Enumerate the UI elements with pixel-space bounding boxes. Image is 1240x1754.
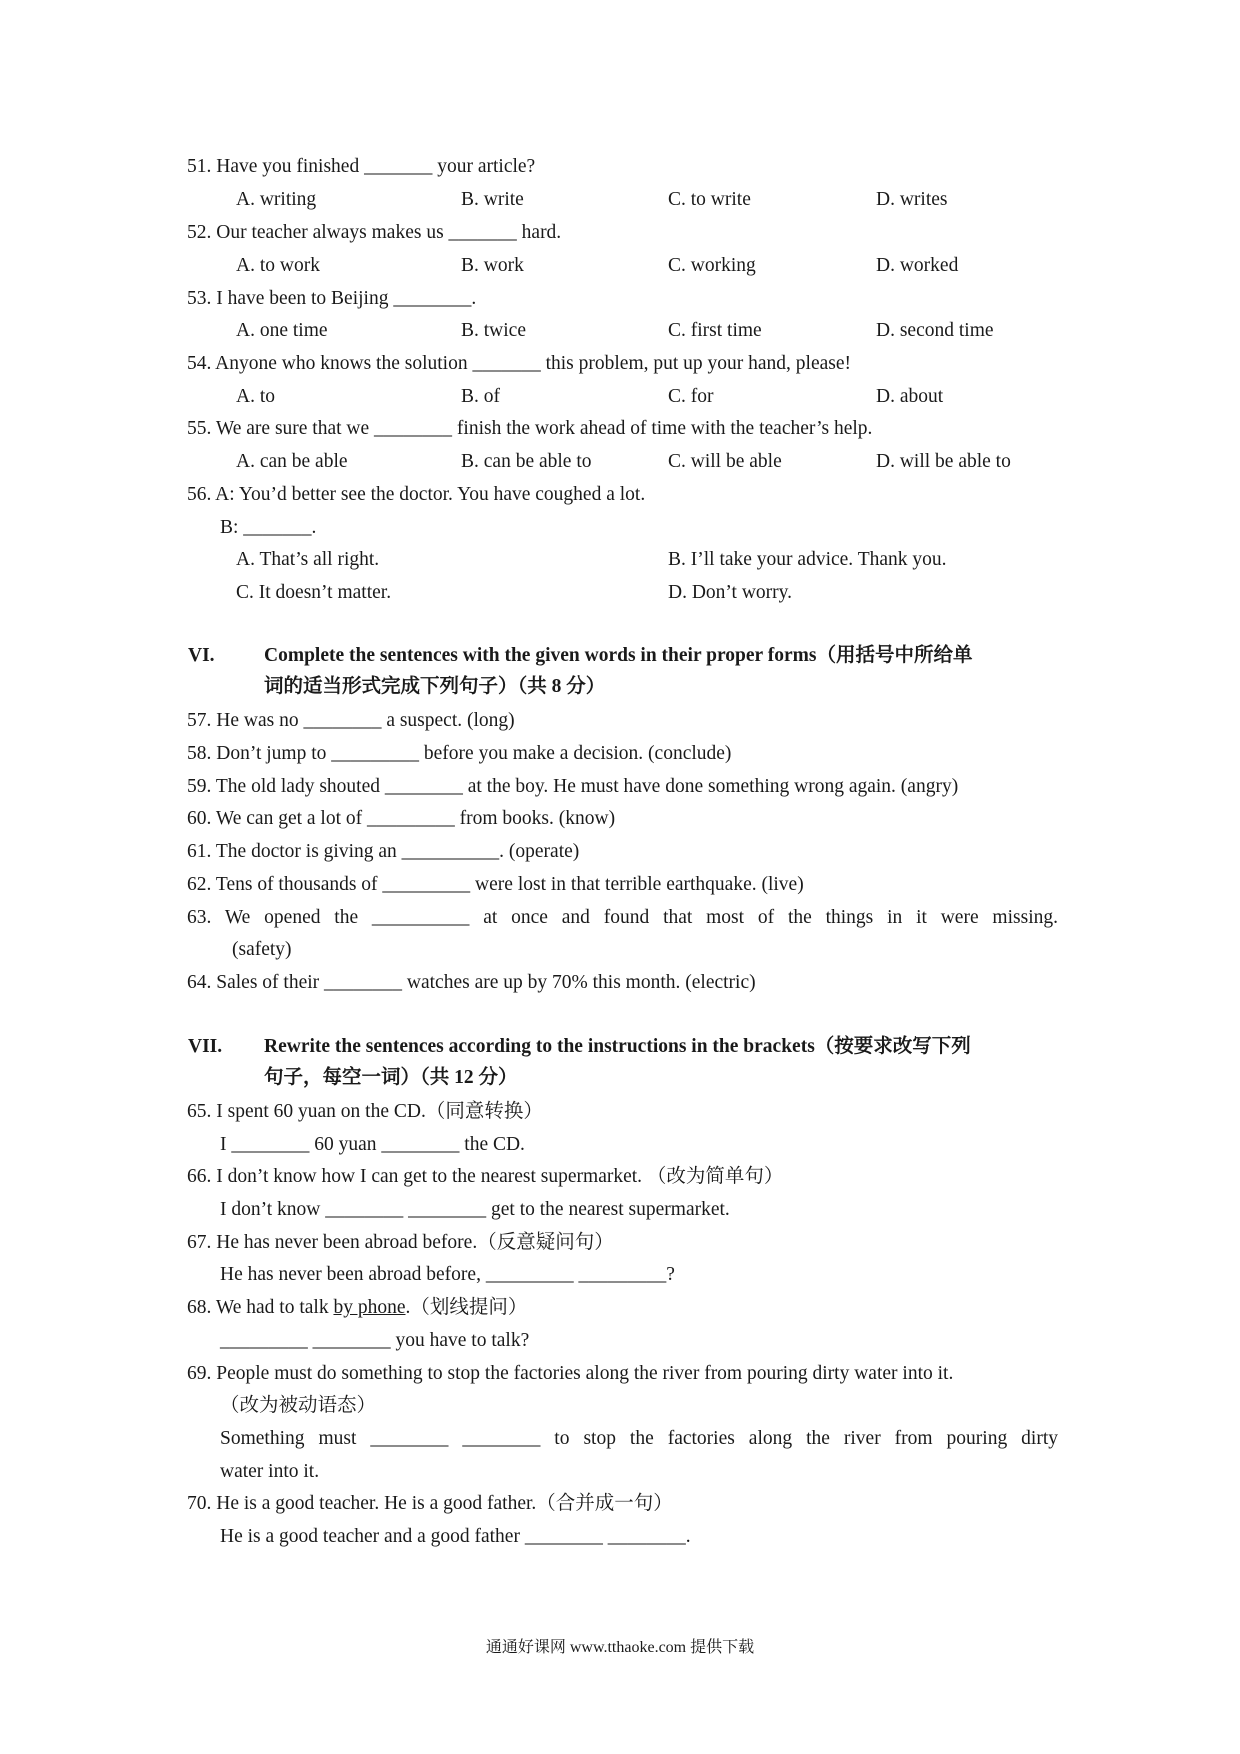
q62: 62. Tens of thousands of _________ were lost in that terrible earthquake. (live) <box>187 874 804 895</box>
q56-option-c: C. It doesn’t matter. <box>236 582 392 603</box>
q70-stem: 70. He is a good teacher. He is a good father.（合并成一句） <box>187 1493 673 1514</box>
q55-option-a: A. can be able <box>236 451 348 472</box>
q63-line1: 63. We opened the __________ at once and found that most of the things in it were missing. <box>187 907 1058 928</box>
q65-answer: I ________ 60 yuan ________ the CD. <box>220 1134 525 1155</box>
section-6-title-line1: Complete the sentences with the given words in their proper forms（用括号中所给单 <box>264 645 973 666</box>
q69-stem: 69. People must do something to stop the factories along the river from pouring dirty water into it. <box>187 1363 954 1384</box>
q68-stem-before: 68. We had to talk <box>187 1297 334 1318</box>
q52-stem: 52. Our teacher always makes us _______ hard. <box>187 222 562 243</box>
q51-option-a: A. writing <box>236 189 317 210</box>
q54-option-a: A. to <box>236 386 275 407</box>
q56-option-d: D. Don’t worry. <box>668 582 793 603</box>
q69-answer-line1: Something must ________ ________ to stop the factories along the river from pouring dirty <box>220 1428 1058 1449</box>
q61: 61. The doctor is giving an __________. (operate) <box>187 841 580 862</box>
q57: 57. He was no ________ a suspect. (long) <box>187 710 515 731</box>
q56-b-line: B: _______. <box>220 517 317 538</box>
q51-option-d: D. writes <box>876 189 948 210</box>
q69-answer-line2: water into it. <box>220 1461 320 1482</box>
q54-option-c: C. for <box>668 386 714 407</box>
q67-answer: He has never been abroad before, _________ _________? <box>220 1264 675 1285</box>
q53-option-d: D. second time <box>876 320 994 341</box>
q51-stem: 51. Have you finished _______ your article? <box>187 156 536 177</box>
section-7-title-line2: 句子，每空一词）（共 12 分） <box>264 1067 518 1088</box>
q53-option-b: B. twice <box>461 320 526 341</box>
section-6-title-line2: 词的适当形式完成下列句子）（共 8 分） <box>264 676 606 697</box>
q70-answer: He is a good teacher and a good father ________ ________. <box>220 1526 691 1547</box>
q59: 59. The old lady shouted ________ at the boy. He must have done something wrong again. (angry) <box>187 776 959 797</box>
q52-option-a: A. to work <box>236 255 320 276</box>
q55-option-d: D. will be able to <box>876 451 1011 472</box>
q54-option-b: B. of <box>461 386 500 407</box>
section-7-number: VII. <box>188 1036 223 1057</box>
q56-option-b: B. I’ll take your advice. Thank you. <box>668 549 947 570</box>
q55-option-b: B. can be able to <box>461 451 592 472</box>
page-footer: 通通好课网 www.tthaoke.com 提供下载 <box>485 1639 755 1656</box>
q51-option-b: B. write <box>461 189 524 210</box>
q51-option-c: C. to write <box>668 189 751 210</box>
q66-answer: I don’t know ________ ________ get to the nearest supermarket. <box>220 1199 730 1220</box>
q56-stem: 56. A: You’d better see the doctor. You have coughed a lot. <box>187 484 646 505</box>
q64: 64. Sales of their ________ watches are up by 70% this month. (electric) <box>187 972 756 993</box>
q52-option-d: D. worked <box>876 255 959 276</box>
q54-option-d: D. about <box>876 386 944 407</box>
q54-stem: 54. Anyone who knows the solution _______ this problem, put up your hand, please! <box>187 353 852 374</box>
q52-option-c: C. working <box>668 255 756 276</box>
q53-stem: 53. I have been to Beijing ________. <box>187 288 477 309</box>
q63-line2: (safety) <box>232 939 292 960</box>
q65-stem: 65. I spent 60 yuan on the CD.（同意转换） <box>187 1101 543 1122</box>
q53-option-c: C. first time <box>668 320 762 341</box>
q68-stem-after: .（划线提问） <box>405 1297 528 1318</box>
q67-stem: 67. He has never been abroad before.（反意疑问句） <box>187 1232 614 1253</box>
q66-stem: 66. I don’t know how I can get to the nearest supermarket. （改为简单句） <box>187 1166 784 1187</box>
section-6-number: VI. <box>188 645 215 666</box>
q56-option-a: A. That’s all right. <box>236 549 380 570</box>
q68-answer: _________ ________ you have to talk? <box>220 1330 530 1351</box>
q68-underlined-phrase: by phone <box>333 1297 406 1318</box>
q68-stem <box>187 1296 527 1320</box>
q60: 60. We can get a lot of _________ from books. (know) <box>187 808 616 829</box>
q58: 58. Don’t jump to _________ before you make a decision. (conclude) <box>187 743 732 764</box>
section-7-title-line1: Rewrite the sentences according to the instructions in the brackets（按要求改写下列 <box>264 1036 971 1057</box>
q55-stem: 55. We are sure that we ________ finish the work ahead of time with the teacher’s help. <box>187 418 873 439</box>
q52-option-b: B. work <box>461 255 524 276</box>
q69-instruction: （改为被动语态） <box>220 1395 377 1416</box>
q55-option-c: C. will be able <box>668 451 782 472</box>
q53-option-a: A. one time <box>236 320 328 341</box>
